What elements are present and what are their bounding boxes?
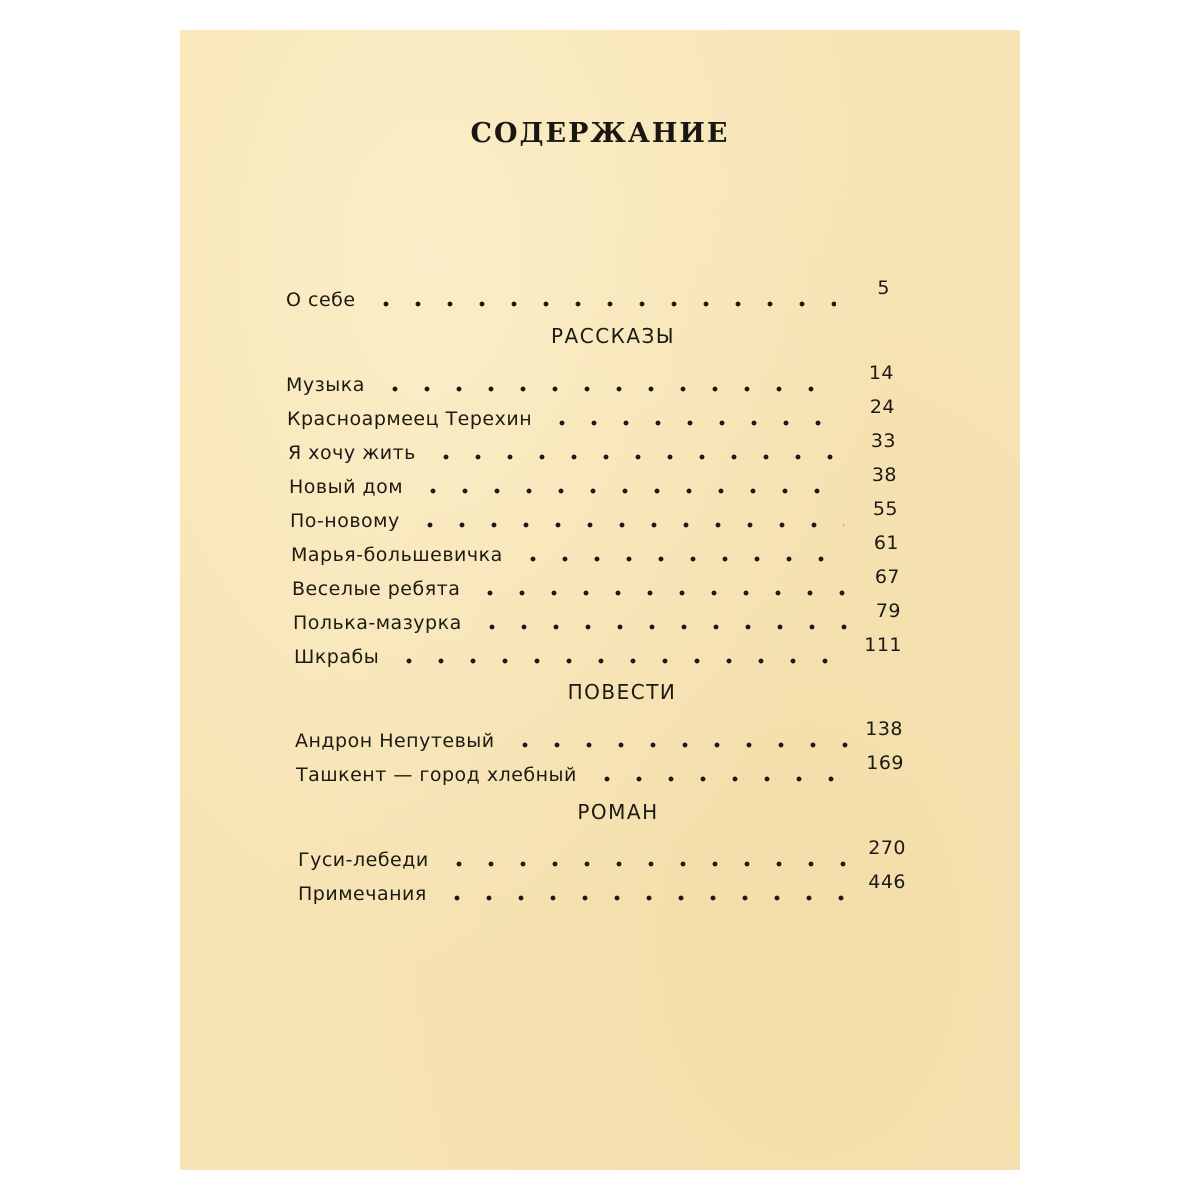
toc-entry-page: 38 (871, 464, 897, 486)
toc-entry (298, 837, 906, 871)
leader-dots (417, 472, 843, 498)
toc-entry-page: 24 (869, 396, 895, 418)
toc-entry (291, 532, 899, 566)
toc-entry (293, 600, 901, 634)
toc-entry-page: 5 (877, 277, 890, 299)
toc-entry-page: 61 (873, 532, 899, 554)
toc-entry-label: Шкрабы (294, 646, 380, 668)
leader-dots (443, 845, 852, 871)
toc-entry-page: 14 (868, 362, 894, 384)
toc-entry-intro (286, 277, 890, 311)
section-heading-novellas: ПОВЕСТИ (567, 680, 677, 704)
toc-entry-page: 79 (875, 600, 901, 622)
toc-entry-page: 270 (868, 837, 906, 859)
toc-entry-label: Музыка (286, 374, 365, 396)
toc-entry-label: О себе (286, 289, 356, 311)
leader-dots (474, 574, 846, 600)
toc-entry (287, 396, 895, 430)
toc-entry (298, 871, 906, 905)
leader-dots (546, 404, 841, 430)
toc-entry (292, 566, 900, 600)
toc-entry (290, 498, 898, 532)
toc-entry-label: Веселые ребята (292, 578, 461, 600)
leader-dots (517, 540, 845, 566)
page-title: СОДЕРЖАНИЕ (470, 118, 730, 149)
toc-entry-page: 138 (865, 718, 903, 740)
toc-entry-page: 169 (866, 752, 904, 774)
toc-entry-label: Примечания (298, 883, 427, 905)
toc-entry-label: Андрон Непутевый (295, 730, 495, 752)
toc-entry-label: Красноармеец Терехин (287, 408, 533, 430)
toc-entry-label: Новый дом (289, 476, 404, 498)
toc-entry-label: Полька-мазурка (293, 612, 462, 634)
leader-dots (591, 760, 850, 786)
toc-entry-label: Гуси-лебеди (298, 849, 429, 871)
toc-entry (286, 362, 894, 396)
toc-entry-label: По-новому (290, 510, 400, 532)
section-heading-stories: РАССКАЗЫ (550, 324, 676, 348)
toc-entry-page: 446 (868, 871, 906, 893)
toc-entry (294, 634, 902, 668)
toc-entry (295, 718, 903, 752)
leader-dots (379, 370, 840, 396)
toc-entry (296, 752, 904, 786)
book-page (180, 30, 1020, 1170)
toc-entry-label: Ташкент — город хлебный (296, 764, 577, 786)
leader-dots (441, 879, 852, 905)
toc-entry (288, 430, 896, 464)
leader-dots (370, 285, 836, 311)
toc-entry-page: 67 (874, 566, 900, 588)
toc-entry-label: Марья-большевичка (291, 544, 503, 566)
toc-entry-page: 33 (870, 430, 896, 452)
leader-dots (414, 506, 844, 532)
toc-entry-page: 55 (872, 498, 898, 520)
leader-dots (393, 642, 848, 668)
toc-entry (289, 464, 897, 498)
leader-dots (430, 438, 842, 464)
leader-dots (509, 726, 849, 752)
section-heading-novel: РОМАН (577, 800, 659, 824)
toc-entry-page: 111 (864, 634, 902, 656)
leader-dots (476, 608, 847, 634)
toc-entry-label: Я хочу жить (288, 442, 416, 464)
